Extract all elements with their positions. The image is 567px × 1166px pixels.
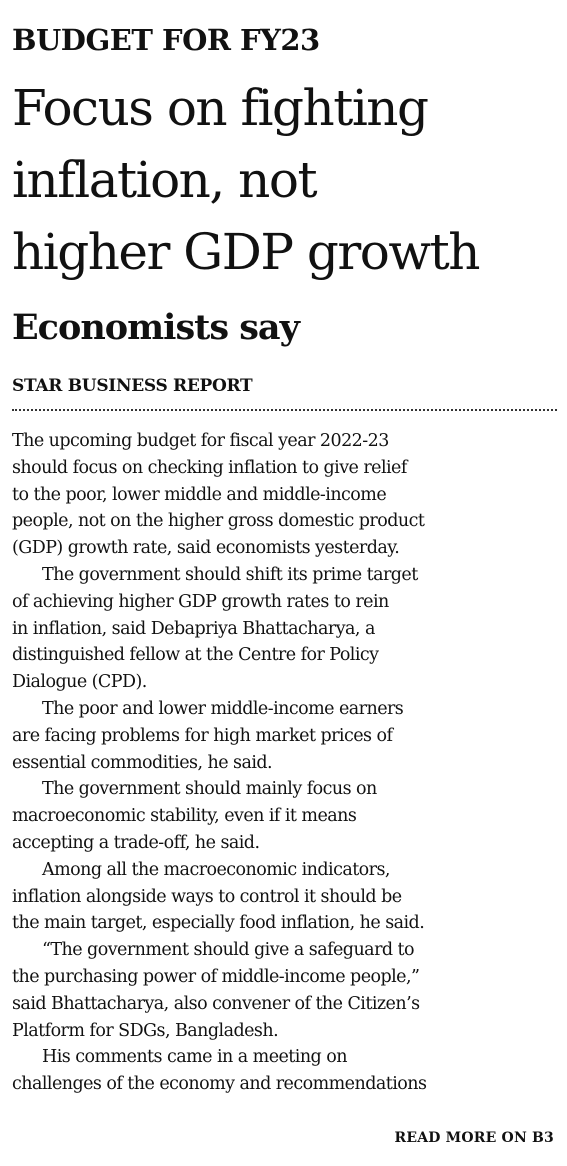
- body-line: the main target, especially food inflation, he said.: [12, 913, 425, 934]
- body-line: The government should shift its prime target: [42, 564, 418, 585]
- body-line: The government should mainly focus on: [42, 779, 377, 800]
- body-line: “The government should give a safeguard to: [42, 940, 415, 961]
- body-line: macroeconomic stability, even if it means: [12, 806, 357, 827]
- kicker: BUDGET FOR FY23: [12, 23, 320, 57]
- body-line: are facing problems for high market prices of: [12, 725, 393, 746]
- byline: STAR BUSINESS REPORT: [12, 376, 253, 396]
- body-line: of achieving higher GDP growth rates to rein: [12, 591, 389, 612]
- body-line: the purchasing power of middle-income people,”: [12, 966, 420, 987]
- dotted-divider: [12, 409, 557, 411]
- subhead: Economists say: [12, 307, 299, 348]
- body-line: said Bhattacharya, also convener of the Citizen’s: [12, 993, 420, 1014]
- body-line: (GDP) growth rate, said economists yesterday.: [12, 538, 400, 559]
- body-line: Among all the macroeconomic indicators,: [42, 859, 390, 880]
- body-line: His comments came in a meeting on: [42, 1047, 347, 1068]
- body-line: The upcoming budget for fiscal year 2022-23: [12, 431, 389, 451]
- body-line: to the poor, lower middle and middle-income: [12, 484, 387, 505]
- article-body: [12, 428, 557, 1098]
- headline-line: higher GDP growth: [12, 223, 479, 281]
- body-line: should focus on checking inflation to give relief: [12, 457, 407, 478]
- body-line: inflation alongside ways to control it should be: [12, 886, 402, 907]
- body-line: distinguished fellow at the Centre for Policy: [12, 645, 379, 666]
- read-more-link[interactable]: READ MORE ON B3: [394, 1130, 554, 1146]
- body-line: Platform for SDGs, Bangladesh.: [12, 1020, 279, 1041]
- body-line: The poor and lower middle-income earners: [42, 698, 404, 719]
- body-line: in inflation, said Debapriya Bhattacharya, a: [12, 618, 375, 639]
- headline-line: Focus on fighting: [12, 79, 428, 137]
- body-line: Dialogue (CPD).: [12, 672, 147, 693]
- headline: [12, 72, 479, 288]
- body-line: accepting a trade-off, he said.: [12, 832, 260, 853]
- body-line: challenges of the economy and recommendations: [12, 1074, 427, 1095]
- body-line: people, not on the higher gross domestic product: [12, 511, 425, 532]
- body-line: essential commodities, he said.: [12, 752, 273, 773]
- headline-line: inflation, not: [12, 151, 317, 209]
